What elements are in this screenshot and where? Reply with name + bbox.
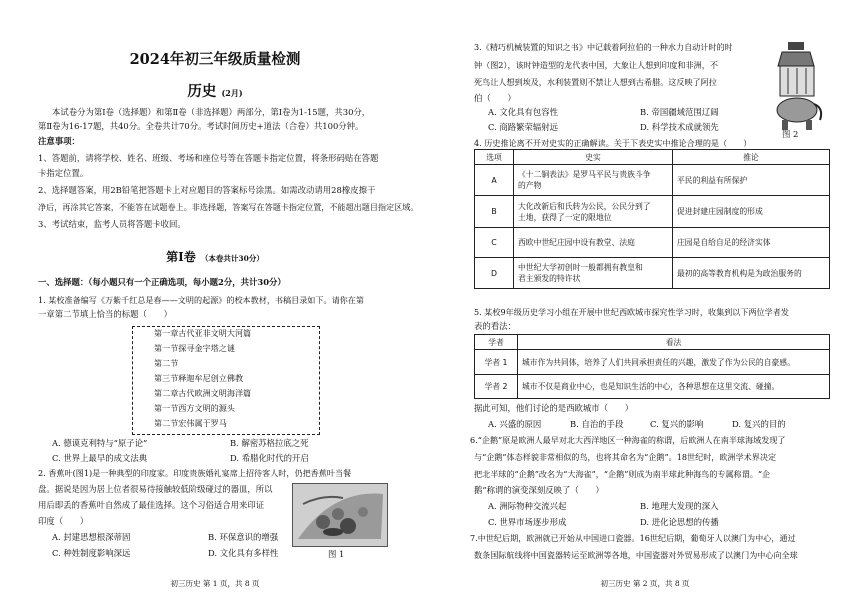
fact-line: 土地，获得了一定的限地位 [518, 212, 612, 222]
table-row [475, 228, 830, 258]
table-row [475, 258, 830, 289]
q2-stem-2: 盘。据说是因为居上位者很易待接触较低阶级碰过的器皿，所以 [38, 484, 273, 494]
q5-stem-1: 5. 某校9年级历史学习小组在开展中世纪西欧城市探究性学习时，收集到以下两位学者发 [474, 307, 789, 317]
q2-option-a: A. 封建思想根深蒂固 [52, 532, 131, 542]
q1-stem-1: 1. 某校准备编写《万紫千红总是春——文明的起源》的校本教材，书稿目录如下。请你在第 [38, 295, 364, 305]
table-header-row [475, 150, 830, 165]
toc-line: 第一节探寻金字塔之谜 [154, 343, 235, 353]
part1-heading [0, 248, 430, 267]
q4-stem: 4. 历史推论离不开对史实的正确解读。关于下表史实中推论合理的是（ ） [474, 138, 752, 148]
q3-stem-1: 3.《精巧机械装置的知识之书》中记载着阿拉伯的一种水力自动计时的时 [474, 42, 733, 52]
q7-stem-2: 数条国际航线将中国瓷器转运至欧洲等各地，中国瓷器对外贸易形成了以澳门为中心向全球 [474, 550, 798, 560]
q2-option-d: D. 文化具有多样性 [208, 548, 279, 558]
q2-option-c: C. 种姓制度影响深远 [52, 548, 131, 558]
subject-name: 历史 [187, 83, 217, 100]
toc-line: 第三节释迦牟尼创立佛教 [154, 373, 244, 383]
q6-stem-3: 把北半球的“企鹅”改名为“大海雀”，“企鹅”则成为南半球此种海鸟的专属称谓。“企 [474, 469, 771, 479]
note-line-3: 2、选择题答案，用2B铅笔把答题卡上对应题目的答案标号涂黑。如需改动请用28橡皮擦干 [38, 185, 376, 195]
q6-option-a: A. 洲际物种交流兴起 [488, 501, 567, 511]
row-fact [514, 258, 673, 289]
row-fact [514, 228, 673, 258]
q1-option-d: D. 希腊化时代的开启 [230, 453, 309, 463]
table-row [475, 165, 830, 196]
toc-line: 第二章古代欧洲文明海洋篇 [154, 388, 252, 398]
row-fact [514, 165, 673, 196]
fact-line: 的产物 [518, 181, 542, 190]
table-row [475, 375, 830, 399]
section1-heading: 一、选择题：（每小题只有一个正确选项，每小题2分，共计30分） [38, 277, 286, 287]
fact-line: 君主颁发的特许状 [518, 274, 581, 283]
intro-line-1: 本试卷分为第Ⅰ卷（选择题）和第Ⅱ卷（非选择题）两部分，第Ⅰ卷为1-15题，共30分， [52, 107, 371, 117]
note-line-4: 净后，再涂其它答案，不能答在试题卷上。非选择题，答案写在答题卡指定位置，不能超出题目指定区域。 [38, 202, 419, 212]
q3-option-d: D. 科学技术成就领先 [640, 122, 719, 132]
header-fact: 史实 [514, 150, 673, 165]
q1-option-b: B. 解密苏格拉底之死 [230, 438, 309, 448]
fact-line: 大化改新后和氏转为公民，公民分到了 [518, 201, 651, 211]
q5-option-d: D. 复兴的目的 [732, 419, 786, 429]
row-option: B [475, 196, 514, 228]
toc-line: 第一章古代亚非文明大河篇 [154, 328, 252, 338]
q2-stem-3: 用后即丢的香蕉叶自然成了最佳选择。这个习俗适合用来印证 [38, 500, 265, 510]
q1-option-a: A. 德谟克利特与“原子论” [52, 438, 148, 448]
toc-line: 第二节宏伟属于罗马 [154, 418, 227, 428]
q3-stem-4: 伯（ ） [474, 93, 516, 103]
toc-line: 第一节西方文明的源头 [154, 403, 235, 413]
q6-option-d: D. 进化论思想的传播 [640, 517, 719, 527]
q6-stem-2: 与“企鹅”体态样貌非常相似的鸟，也将其命名为“企鹅”。18世纪时，欧洲学术界决定 [474, 452, 777, 462]
figure-2-water-clock-image [768, 40, 826, 132]
fact-line: 中世纪大学初创时一般都拥有教皇和 [518, 263, 643, 272]
row-option: C [475, 228, 514, 258]
row-option: D [475, 258, 514, 289]
q2-option-b: B. 环保意识的增强 [208, 532, 279, 542]
row-inference: 促进封建庄园制度的形成 [673, 196, 830, 228]
fact-line: 西欧中世纪庄园中设有教堂、法庭 [518, 238, 635, 247]
q3-option-a: A. 文化具有包容性 [488, 107, 558, 117]
subject-month: (2月) [221, 88, 243, 98]
footer-left: 初三历史 第 1 页，共 8 页 [170, 579, 260, 588]
q5-option-b: B. 自治的手段 [570, 419, 624, 429]
row-view: 城市不仅是商业中心，也是知识生活的中心，各种思想在这里交流、碰撞。 [518, 375, 830, 399]
exam-title: 2024年初三年级质量检测 [129, 51, 301, 68]
part1-title: 第Ⅰ卷 [166, 250, 196, 264]
note-line-1: 1、答题前，请将学校、姓名、班级、考场和座位号等在答题卡指定位置，将条形码贴在答题 [38, 153, 379, 163]
footer-right: 初三历史 第 2 页，共 8 页 [600, 579, 690, 588]
header-option: 选项 [475, 150, 514, 165]
fact-line: 《十二铜表法》是罗马平民与贵族斗争 [518, 170, 651, 179]
note-line-2: 卡指定位置。 [38, 168, 89, 178]
toc-line: 第二节 [154, 358, 179, 368]
q6-option-b: B. 地理大发现的深入 [640, 501, 719, 511]
row-view: 城市作为共同体，培养了人们共同承担责任的兴趣，激发了作为公民的自豪感。 [518, 350, 830, 375]
q5-option-a: A. 兴盛的原因 [488, 419, 542, 429]
q3-option-c: C. 商路繁荣辐射远 [488, 122, 559, 132]
row-inference: 平民的利益有所保护 [673, 165, 830, 196]
q6-option-c: C. 世界市场逐步形成 [488, 517, 567, 527]
q1-stem-2: 一章第二节填上恰当的标题（ ） [38, 309, 172, 319]
q5-table [474, 334, 830, 399]
header-view: 看法 [518, 335, 830, 350]
intro-line-2: 第Ⅱ卷为16-17题，共40分。全卷共计70分。考试时间历史+道法（合卷）共100分钟。 [38, 121, 364, 131]
q4-table [474, 149, 830, 289]
q2-stem-1: 2. 香蕉叶(图1)是一种典型的印度家。印度贵族婚礼宴席上招待客人时，仍把香蕉叶当餐 [38, 468, 352, 478]
q6-stem-1: 6.“企鹅”原是欧洲人最早对北大西洋地区一种海雀的称谓，后欧洲人在南半球海域发现了 [470, 435, 786, 445]
q5-option-c: C. 复兴的影响 [650, 419, 704, 429]
notes-heading: 注意事项： [38, 136, 80, 146]
q5-stem-2: 表的看法： [474, 321, 516, 331]
q3-stem-2: 钟（图2），该时钟造型的龙代表中国，大象让人想到印度和非洲，不 [474, 60, 718, 70]
row-inference: 庄园是自给自足的经济实体 [673, 228, 830, 258]
table-row [475, 196, 830, 228]
q5-after: 据此可知，他们讨论的是西欧城市（ ） [474, 403, 634, 413]
table-header-row [475, 335, 830, 350]
right-page [430, 0, 860, 609]
row-scholar: 学者 1 [475, 350, 518, 375]
figure-2-caption: 图 2 [782, 129, 799, 139]
row-scholar: 学者 2 [475, 375, 518, 399]
table-row [475, 350, 830, 375]
q3-stem-3: 死鸟让人想到埃及，水利装置则不禁让人想到古希腊。这反映了阿拉 [474, 77, 717, 87]
row-option: A [475, 165, 514, 196]
q7-stem-1: 7.中世纪后期，欧洲就已开始从中国进口瓷器。16世纪后期，葡萄牙人以澳门为中心，通过 [470, 533, 796, 543]
header-scholar: 学者 [475, 335, 518, 350]
row-fact [514, 196, 673, 228]
part1-sub: （本卷共计30分） [200, 254, 264, 263]
subject-heading [0, 82, 430, 102]
q1-option-c: C. 世界上最早的成文法典 [52, 453, 148, 463]
figure-1-caption: 图 1 [328, 549, 345, 559]
note-line-5: 3、考试结束，监考人员将答题卡收回。 [38, 219, 186, 229]
q3-option-b: B. 帝国疆域范围辽阔 [640, 107, 719, 117]
q2-stem-4: 印度（ ） [38, 516, 89, 526]
header-inference: 推论 [673, 150, 830, 165]
figure-1-banana-leaf-image [292, 483, 388, 547]
row-inference: 最初的高等教育机构是为政治服务的 [673, 258, 830, 289]
q6-stem-4: 鹅”称谓的演变深刻反映了（ ） [474, 485, 604, 495]
